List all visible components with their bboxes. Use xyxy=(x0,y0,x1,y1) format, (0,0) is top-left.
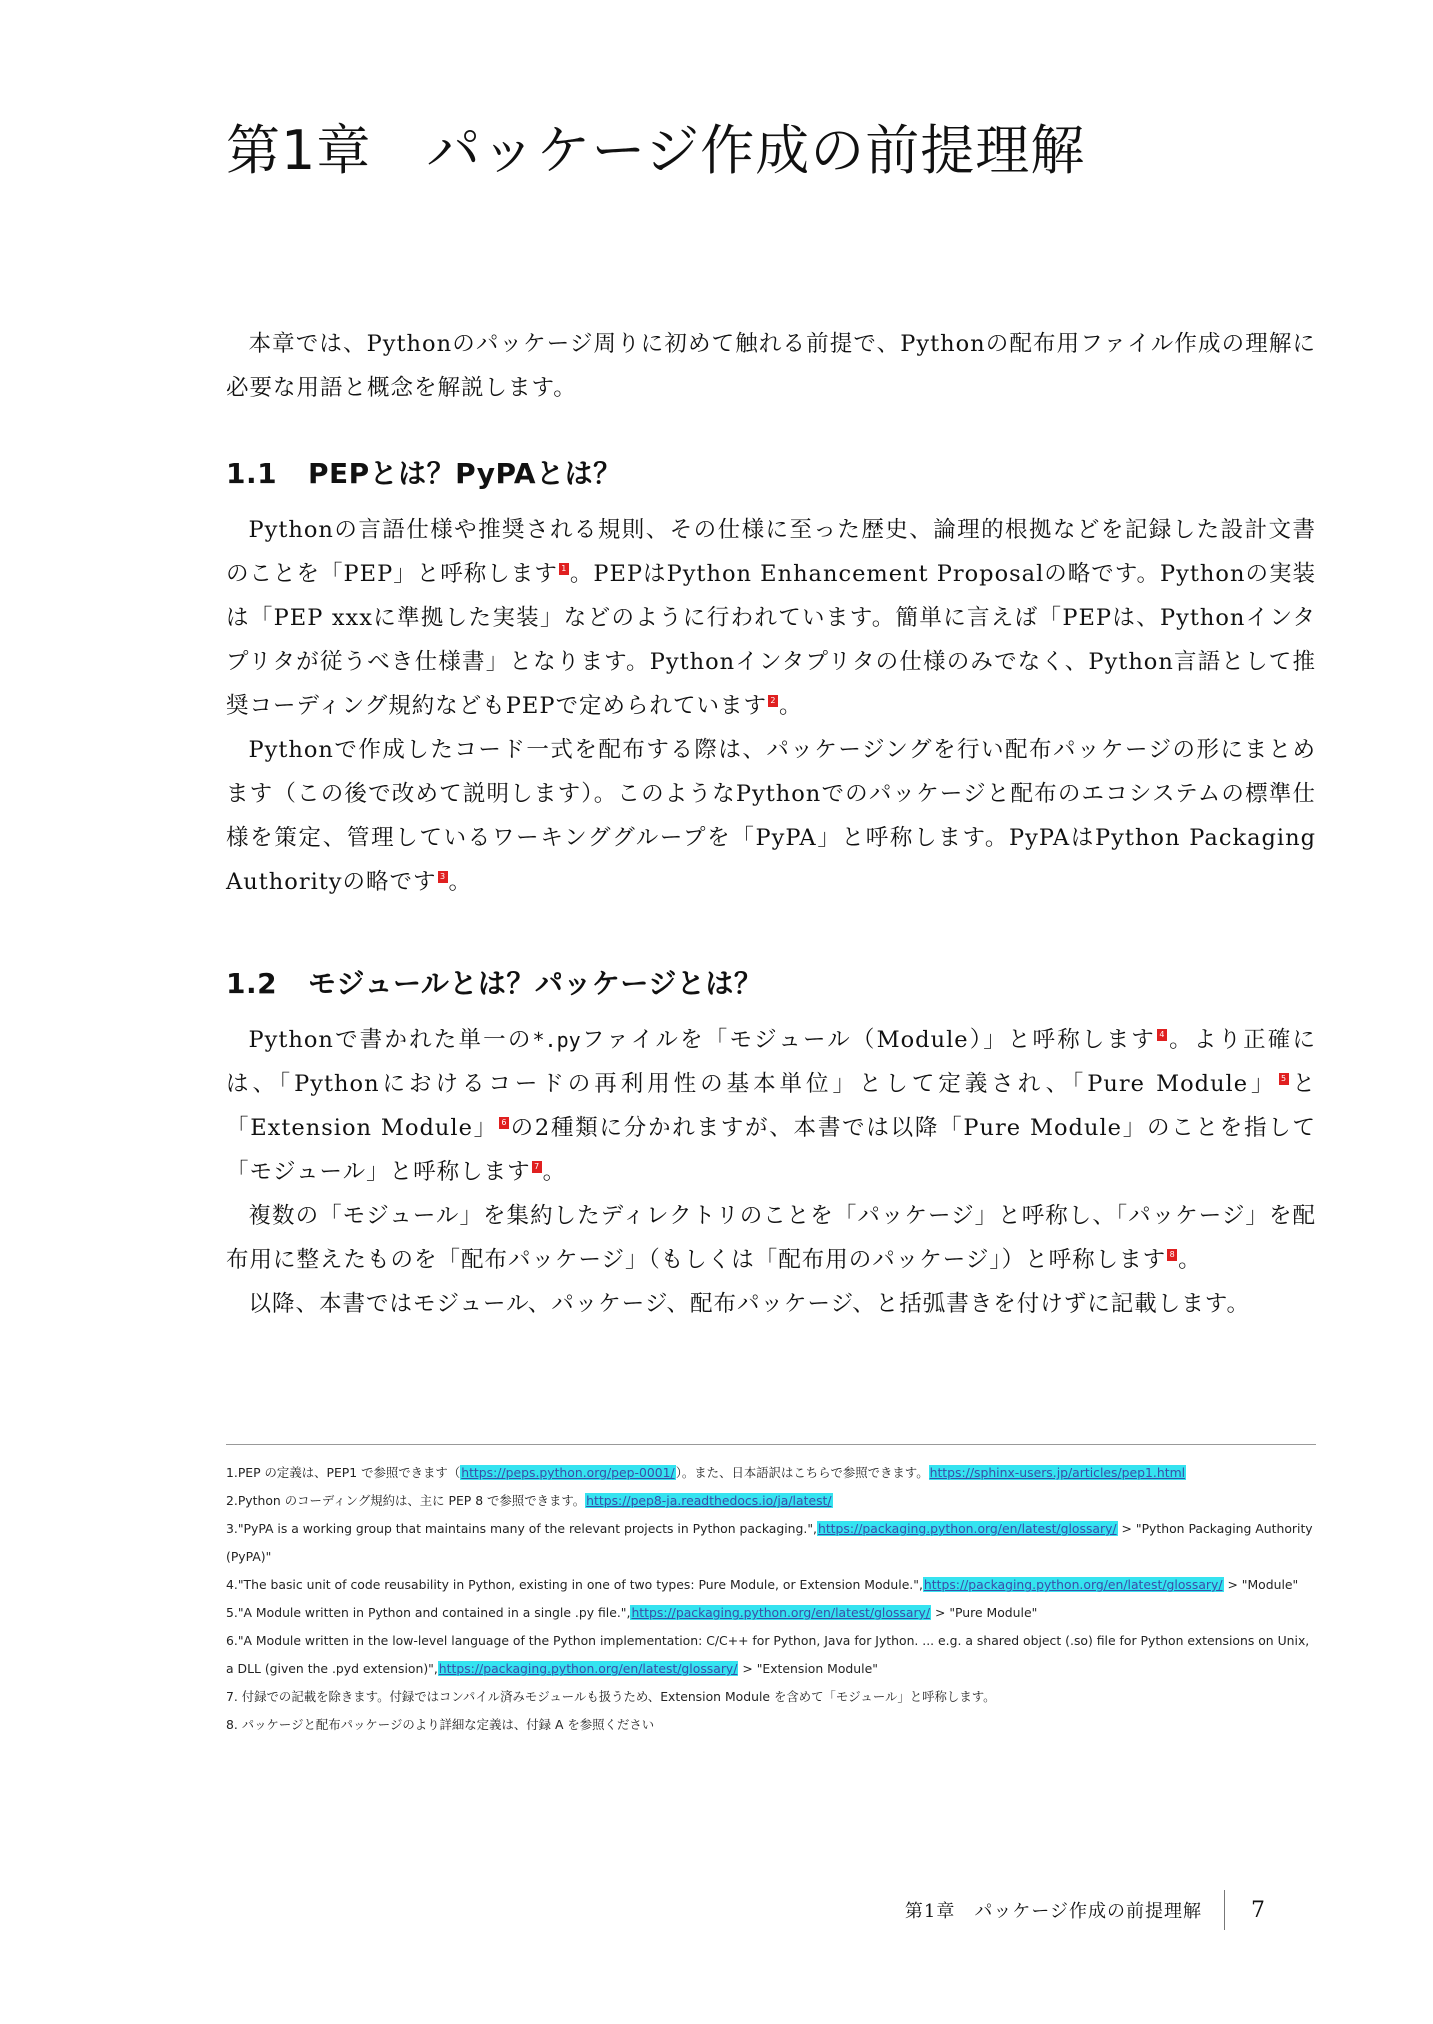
footnote-text: 3."PyPA is a working group that maintains many of the relevant projects in Python packaging.", xyxy=(226,1521,817,1536)
main-content xyxy=(226,322,1316,1326)
footnote-marker-3[interactable]: 3 xyxy=(438,871,448,883)
paragraph-text: ファイルを「モジュール（Module）」と呼称します xyxy=(580,1027,1156,1053)
footnote-marker-6[interactable]: 6 xyxy=(499,1117,509,1129)
page-number: 7 xyxy=(1251,1897,1265,1923)
footnote-text: 1.PEP の定義は、PEP1 で参照できます（ xyxy=(226,1465,461,1480)
body-paragraph xyxy=(226,728,1316,904)
footnote-6 xyxy=(226,1627,1316,1683)
section-heading-1-1 xyxy=(226,452,1316,496)
running-title: 第1章 パッケージ作成の前提理解 xyxy=(904,1901,1202,1922)
intro-paragraph: 本章では、Pythonのパッケージ周りに初めて触れる前提で、Pythonの配布用ファイル作成の理解に必要な用語と概念を解説します。 xyxy=(226,331,1316,401)
section-title: PEPとは？PyPAとは？ xyxy=(308,457,622,490)
footnote-1 xyxy=(226,1459,1316,1487)
paragraph-text: Pythonの言語仕様や推奨される規則、その仕様に至った歴史、論理的根拠などを記録した設計文書のことを「PEP」と呼称します xyxy=(226,517,1316,587)
footnote-text: 5."A Module written in Python and contained in a single .py file.", xyxy=(226,1605,631,1620)
footnote-divider xyxy=(226,1444,1316,1445)
body-paragraph xyxy=(226,508,1316,728)
footnote-text: 2.Python のコーディング規約は、主に PEP 8 で参照できます。 xyxy=(226,1493,586,1508)
chapter-title: 第1章 パッケージ作成の前提理解 xyxy=(226,119,1086,182)
body-paragraph xyxy=(226,1194,1316,1282)
section-number: 1.1 xyxy=(226,457,278,490)
footnote-3 xyxy=(226,1515,1316,1571)
paragraph-text: 。 xyxy=(778,693,803,719)
paragraph-text: 。 xyxy=(1178,1247,1202,1273)
footnote-link[interactable]: https://packaging.python.org/en/latest/glossary/ xyxy=(631,1605,931,1620)
footnote-link[interactable]: https://packaging.python.org/en/latest/glossary/ xyxy=(923,1577,1223,1592)
footnote-text: 6."A Module written in the low-level language of the Python implementation: C/C++ for Python, Java for Jython. ... e.g. a shared object (.so) file for Python extensions on Unix, a DLL (given the .pyd extension)", xyxy=(226,1633,1310,1676)
paragraph-text: 。 xyxy=(542,1159,567,1185)
section-heading-1-2 xyxy=(226,962,1316,1006)
footnote-text: > "Module" xyxy=(1223,1577,1299,1592)
footnote-marker-1[interactable]: 1 xyxy=(559,563,569,575)
footnote-link[interactable]: https://sphinx-users.jp/articles/pep1.html xyxy=(929,1465,1186,1480)
inline-code: *.py xyxy=(532,1028,581,1052)
footnote-text: > "Python Packaging Authority (PyPA)" xyxy=(226,1521,1313,1564)
running-footer xyxy=(905,1890,1265,1930)
paragraph-text: Pythonで作成したコード一式を配布する際は、パッケージングを行い配布パッケージの形にまとめます（この後で改めて説明します）。このようなPythonでのパッケージと配布のエコシステムの標準仕様を策定、管理しているワーキンググループを「PyPA」と呼称します。PyPAはPython Packaging Authorityの略です xyxy=(226,737,1316,895)
section-number: 1.2 xyxy=(226,967,278,1000)
footnote-7: 7. 付録での記載を除きます。付録ではコンパイル済みモジュールも扱うため、Extension Module を含めて「モジュール」と呼称します。 xyxy=(226,1689,996,1704)
section-title: モジュールとは？パッケージとは？ xyxy=(308,967,763,1000)
paragraph-text: 複数の「モジュール」を集約したディレクトリのことを「パッケージ」と呼称し、「パッケージ」を配布用に整えたものを「配布パッケージ」（もしくは「配布用のパッケージ」）と呼称します xyxy=(226,1203,1316,1273)
paragraph-text: Pythonで書かれた単一の xyxy=(248,1027,533,1053)
footnotes xyxy=(226,1459,1316,1739)
footnote-marker-2[interactable]: 2 xyxy=(768,695,778,707)
body-paragraph: 以降、本書ではモジュール、パッケージ、配布パッケージ、と括弧書きを付けずに記載します。 xyxy=(248,1291,1251,1317)
paragraph-text: 。PEPはPython Enhancement Proposalの略です。Pythonの実装は「PEP xxxに準拠した実装」などのように行われています。簡単に言えば「PEPは、Pythonインタプリタが従うべき仕様書」となります。Pythonインタプリタの仕様のみでなく、Python言語として推奨コーディング規約などもPEPで定められています xyxy=(226,561,1316,719)
footnote-8: 8. パッケージと配布パッケージのより詳細な定義は、付録 A を参照ください xyxy=(226,1717,655,1732)
paragraph-text: 。より正確には、「Pythonにおけるコードの再利用性の基本単位」として定義され、「Pure Module」 xyxy=(226,1027,1316,1097)
footnote-text: 4."The basic unit of code reusability in Python, existing in one of two types: Pure Module, or Extension Module.", xyxy=(226,1577,923,1592)
footnote-marker-7[interactable]: 7 xyxy=(532,1161,542,1173)
footnote-text: ）。また、日本語訳はこちらで参照できます。 xyxy=(675,1465,929,1480)
footnote-link[interactable]: https://pep8-ja.readthedocs.io/ja/latest/ xyxy=(586,1493,832,1508)
footer-divider xyxy=(1224,1890,1225,1930)
body-paragraph xyxy=(226,1018,1316,1194)
footnote-text: > "Extension Module" xyxy=(738,1661,878,1676)
footnote-link[interactable]: https://packaging.python.org/en/latest/glossary/ xyxy=(438,1661,738,1676)
footnote-link[interactable]: https://packaging.python.org/en/latest/glossary/ xyxy=(817,1521,1117,1536)
paragraph-text: 。 xyxy=(448,869,473,895)
footnote-marker-4[interactable]: 4 xyxy=(1157,1029,1167,1041)
footnote-marker-5[interactable]: 5 xyxy=(1279,1073,1289,1085)
footnote-text: > "Pure Module" xyxy=(931,1605,1038,1620)
footnote-link[interactable]: https://peps.python.org/pep-0001/ xyxy=(461,1465,675,1480)
footnote-marker-8[interactable]: 8 xyxy=(1167,1249,1177,1261)
footnote-5 xyxy=(226,1599,1316,1627)
footnote-2 xyxy=(226,1487,1316,1515)
footnote-4 xyxy=(226,1571,1316,1599)
paragraph-text: と「Extension Module」 xyxy=(226,1071,1316,1141)
paragraph-text: の2種類に分かれますが、本書では以降「Pure Module」のことを指して「モジュール」と呼称します xyxy=(226,1115,1316,1185)
